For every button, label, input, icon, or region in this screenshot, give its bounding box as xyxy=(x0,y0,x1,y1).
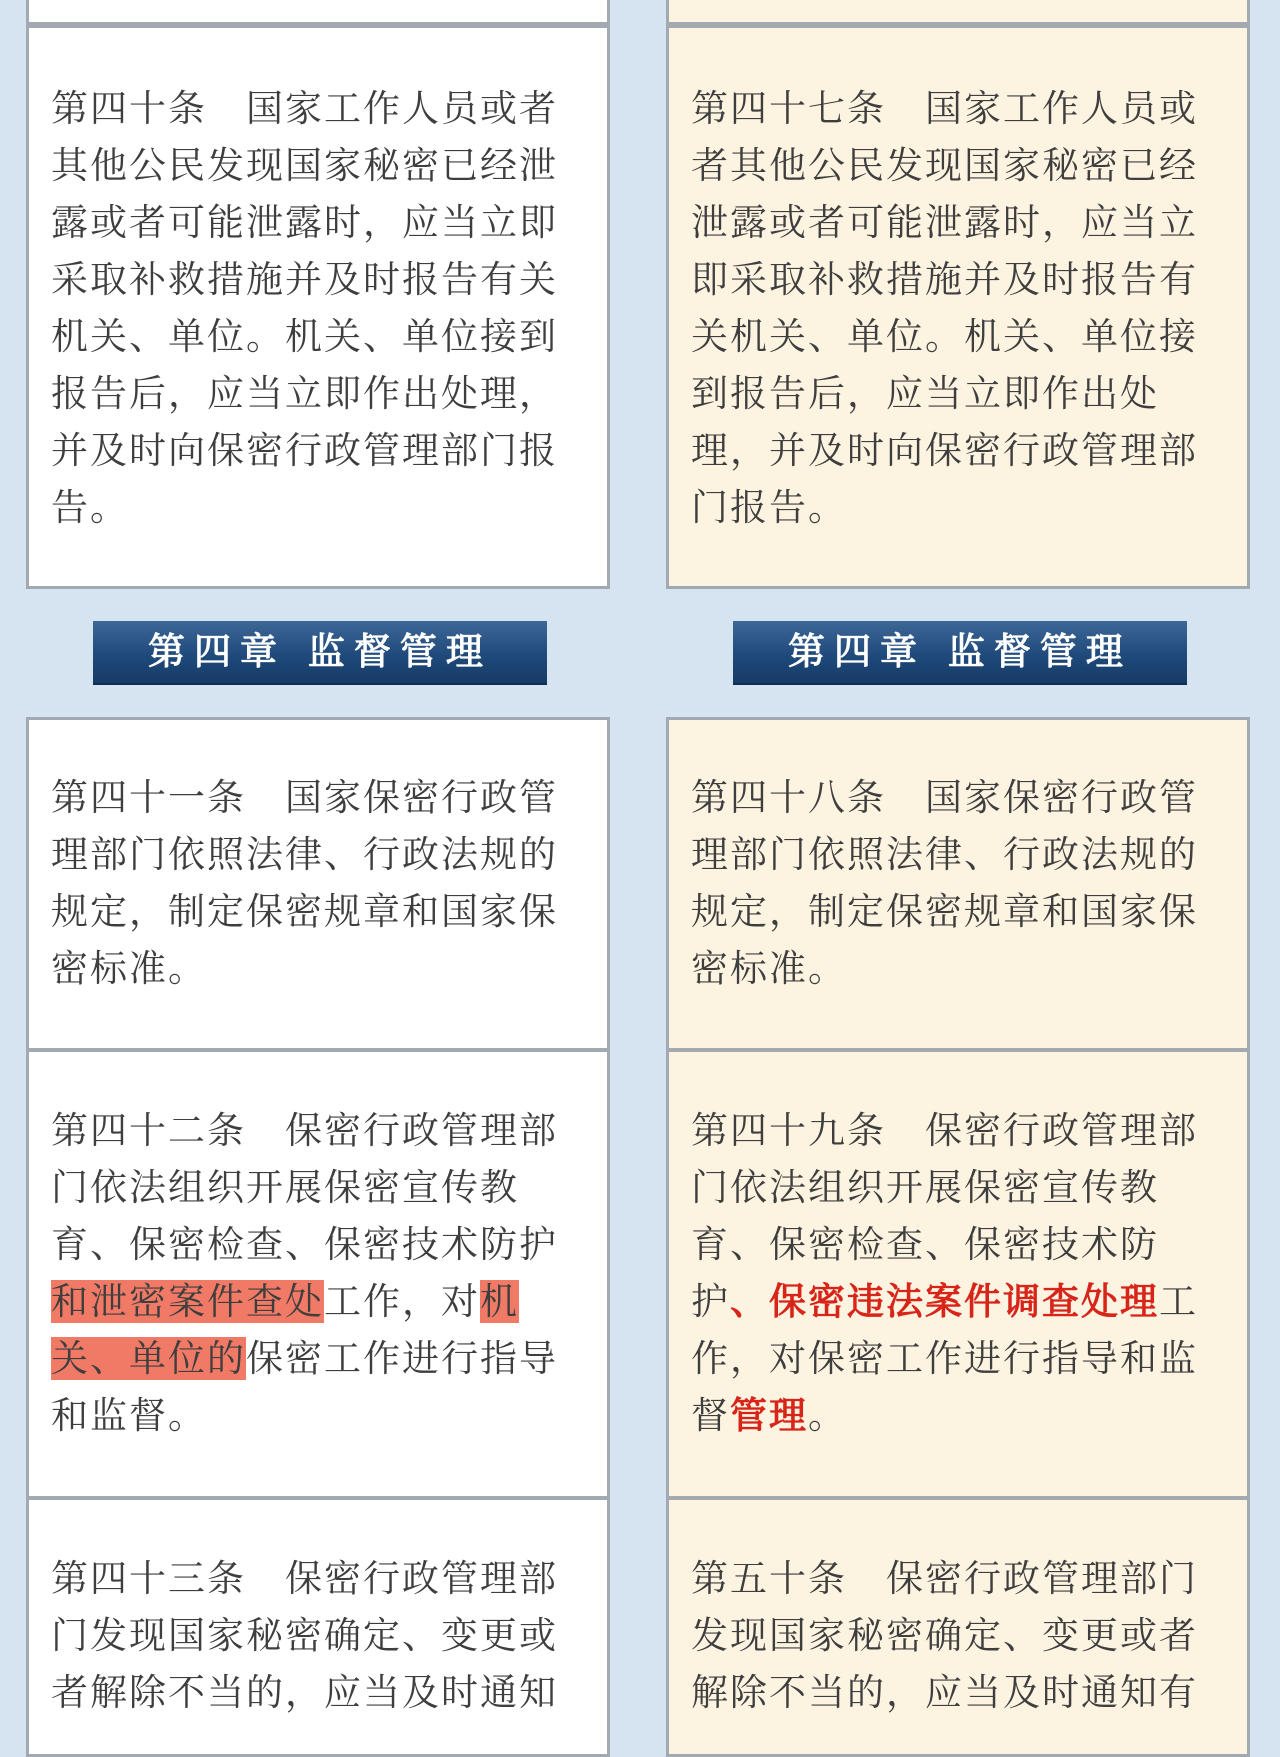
article-40-text: 第四十条 国家工作人员或者其他公民发现国家秘密已经泄露或者可能泄露时，应当立即采取补救措施并及时报告有关机关、单位。机关、单位接到报告后，应当立即作出处理，并及时向保密行政管理部门报告。 xyxy=(51,87,558,529)
chapter-title-banner: 第四章 监督管理 xyxy=(733,621,1187,685)
article-49-highlight-1: 、保密违法案件调查处理 xyxy=(730,1280,1159,1323)
article-49-part2: 工作，对保密工作进行指导和监督 xyxy=(691,1280,1198,1437)
article-42-part1: 第四十二条 保密行政管理部门依法组织开展保密宣传教育、保密检查、保密技术防护 xyxy=(51,1109,558,1266)
article-50-card xyxy=(666,1497,1250,1757)
article-42-part2: 工作，对 xyxy=(324,1280,480,1323)
article-49-part1: 第四十九条 保密行政管理部门依法组织开展保密宣传教育、保密检查、保密技术防护 xyxy=(691,1109,1198,1323)
article-card xyxy=(26,0,610,25)
article-42-highlight-1: 和泄密案件查处 xyxy=(51,1280,324,1323)
article-49-highlight-2: 管理 xyxy=(730,1394,808,1437)
article-47-text: 第四十七条 国家工作人员或者其他公民发现国家秘密已经泄露或者可能泄露时，应当立即采取补救措施并及时报告有关机关、单位。机关、单位接到报告后，应当立即作出处理，并及时向保密行政管理部门报告。 xyxy=(691,87,1198,529)
article-42-text xyxy=(51,1102,585,1444)
article-48-text: 第四十八条 国家保密行政管理部门依照法律、行政法规的规定，制定保密规章和国家保密标准。 xyxy=(691,776,1198,990)
article-49-part3: 。 xyxy=(808,1394,847,1437)
chapter-title-banner: 第四章 监督管理 xyxy=(93,621,547,685)
article-43-text: 第四十三条 保密行政管理部门发现国家秘密确定、变更或者解除不当的，应当及时通知 xyxy=(51,1557,558,1714)
article-41-text: 第四十一条 国家保密行政管理部门依照法律、行政法规的规定，制定保密规章和国家保密标准。 xyxy=(51,776,558,990)
article-50-text: 第五十条 保密行政管理部门发现国家秘密确定、变更或者解除不当的，应当及时通知有 xyxy=(691,1557,1198,1714)
article-49-card xyxy=(666,1049,1250,1499)
article-47-card xyxy=(666,25,1250,589)
article-42-part3: 保密工作进行指导和监督。 xyxy=(51,1337,558,1437)
article-42-card xyxy=(26,1049,610,1499)
article-49-text xyxy=(691,1102,1225,1444)
article-card xyxy=(666,0,1250,25)
article-43-card xyxy=(26,1497,610,1757)
article-40-card xyxy=(26,25,610,589)
article-41-card xyxy=(26,717,610,1051)
article-42-highlight-2: 机关、单位的 xyxy=(51,1280,519,1380)
article-48-card xyxy=(666,717,1250,1051)
